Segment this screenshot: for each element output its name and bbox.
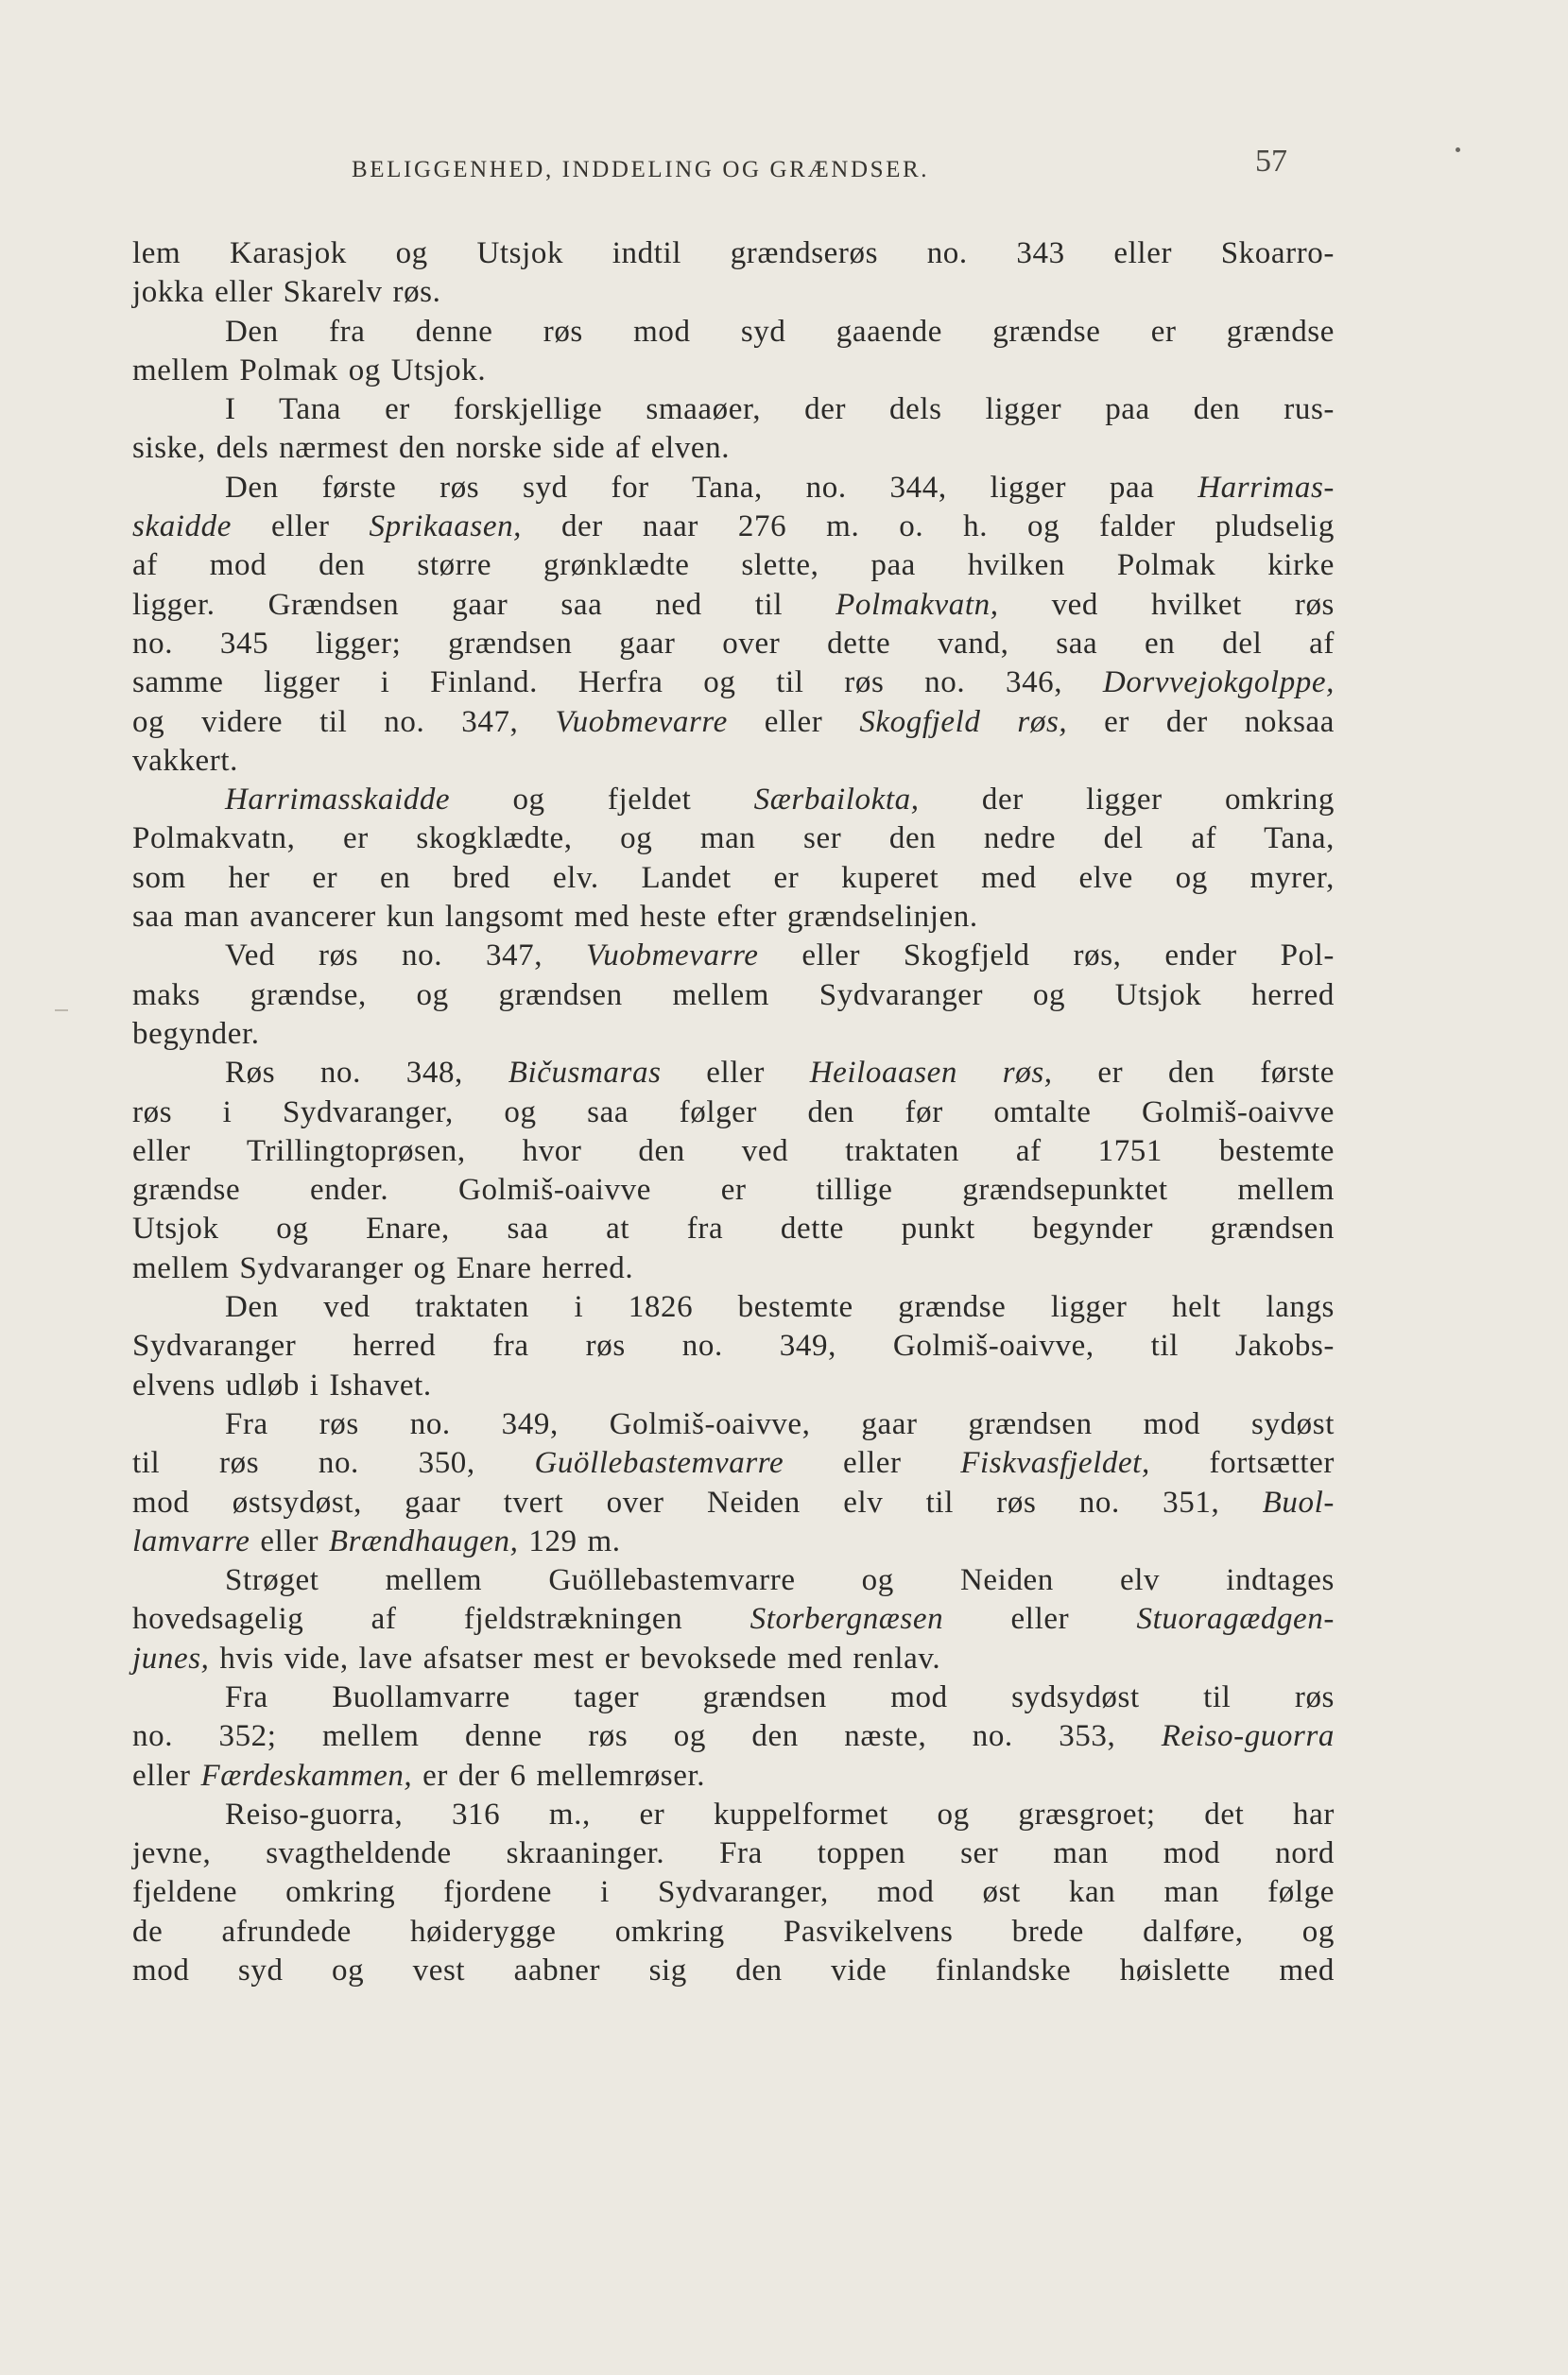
text-line xyxy=(132,586,1335,625)
text-segment: eller xyxy=(250,1523,329,1558)
running-head: BELIGGENHED, INDDELING OG GRÆNDSER. xyxy=(352,157,930,182)
text-segment: lem Karasjok og Utsjok indtil grændserøs no. 343 eller Skoarro- xyxy=(132,236,1335,270)
text-segment: ved hvilket røs xyxy=(998,587,1335,622)
italic-place-name: junes, xyxy=(132,1641,210,1676)
text-segment: siske, dels nærmest den norske side af elven. xyxy=(132,431,731,466)
italic-place-name: Heiloaasen røs, xyxy=(809,1056,1053,1091)
italic-place-name: Brændhaugen, xyxy=(328,1523,519,1558)
text-line xyxy=(132,1561,1335,1600)
text-segment: hovedsagelig af fjeldstrækningen xyxy=(132,1602,750,1637)
text-segment: no. 345 ligger; grændsen gaar over dette vand, saa en del af xyxy=(132,626,1335,661)
text-line xyxy=(132,1952,1335,1990)
text-segment: I Tana er forskjellige smaaøer, der dels ligger paa den rus- xyxy=(225,392,1335,427)
text-line xyxy=(132,781,1335,819)
text-segment: Den første røs syd for Tana, no. 344, ligger paa xyxy=(225,470,1198,505)
italic-place-name: Særbailokta, xyxy=(753,783,920,817)
text-segment: der ligger omkring xyxy=(919,783,1335,817)
text-segment: eller xyxy=(661,1056,810,1091)
text-line xyxy=(132,859,1335,898)
text-segment: Ved røs no. 347, xyxy=(225,938,586,973)
italic-place-name: Harrimasskaidde xyxy=(225,783,451,817)
italic-place-name: skaidde xyxy=(132,509,233,544)
text-segment: Røs no. 348, xyxy=(225,1056,508,1091)
page-number: 57 xyxy=(1255,144,1287,179)
text-segment: 129 m. xyxy=(518,1523,621,1558)
italic-place-name: Guöllebastemvarre xyxy=(534,1446,784,1481)
text-segment: eller xyxy=(784,1446,961,1481)
text-line xyxy=(132,1288,1335,1327)
text-segment: eller xyxy=(727,704,860,739)
italic-place-name: Buol- xyxy=(1262,1485,1335,1520)
text-segment: hvis vide, lave afsatser mest er bevoksede med renlav. xyxy=(209,1641,941,1676)
text-line xyxy=(132,819,1335,858)
text-segment: elvens udløb i Ishavet. xyxy=(132,1368,432,1403)
text-line xyxy=(132,663,1335,702)
text-line xyxy=(132,352,1335,390)
text-line xyxy=(132,1015,1335,1054)
text-line xyxy=(132,234,1335,273)
text-line xyxy=(132,1640,1335,1678)
italic-place-name: Stuoragædgen- xyxy=(1136,1602,1335,1637)
text-segment: Den fra denne røs mod syd gaaende grændse er grændse xyxy=(225,314,1335,349)
text-segment: fortsætter xyxy=(1149,1446,1335,1481)
text-line xyxy=(132,937,1335,975)
italic-place-name: Færdeskammen, xyxy=(200,1758,413,1793)
text-segment: jokka eller Skarelv røs. xyxy=(132,275,441,310)
text-segment: maks grændse, og grændsen mellem Sydvaranger og Utsjok herred xyxy=(132,977,1335,1012)
text-line xyxy=(132,508,1335,546)
text-line xyxy=(132,1093,1335,1132)
italic-place-name: Reiso-guorra xyxy=(1161,1719,1335,1754)
italic-place-name: Dorvvejokgolppe, xyxy=(1102,665,1335,700)
text-segment: mellem Polmak og Utsjok. xyxy=(132,353,487,387)
text-line xyxy=(132,1210,1335,1248)
text-line xyxy=(132,390,1335,429)
text-line xyxy=(132,1796,1335,1834)
italic-place-name: Harrimas- xyxy=(1198,470,1335,505)
text-segment: Reiso-guorra, 316 m., er kuppelformet og græsgroet; det har xyxy=(225,1797,1335,1832)
text-segment: Fra røs no. 349, Golmiš-oaivve, gaar grændsen mod sydøst xyxy=(225,1406,1335,1441)
text-line xyxy=(132,625,1335,663)
text-segment: Polmakvatn, er skogklædte, og man ser den nedre del af Tana, xyxy=(132,821,1335,856)
text-line xyxy=(132,1600,1335,1639)
italic-place-name: Vuobmevarre xyxy=(586,938,759,973)
text-segment: no. 352; mellem denne røs og den næste, no. 353, xyxy=(132,1719,1162,1754)
text-segment: eller xyxy=(132,1758,201,1793)
text-segment: de afrundede høiderygge omkring Pasvikelvens brede dalføre, og xyxy=(132,1914,1335,1949)
text-segment: af mod den større grønklædte slette, paa hvilken Polmak kirke xyxy=(132,548,1335,583)
text-line xyxy=(132,1834,1335,1873)
text-line xyxy=(132,1678,1335,1717)
text-line xyxy=(132,976,1335,1015)
text-segment: jevne, svagtheldende skraaninger. Fra toppen ser man mod nord xyxy=(132,1836,1335,1871)
italic-place-name: Storbergnæsen xyxy=(750,1602,944,1637)
text-segment: til røs no. 350, xyxy=(132,1446,535,1481)
text-segment: saa man avancerer kun langsomt med heste efter grændselinjen. xyxy=(132,900,978,935)
text-line xyxy=(132,429,1335,468)
text-segment: Den ved traktaten i 1826 bestemte grændse ligger helt langs xyxy=(225,1290,1335,1325)
text-segment: fjeldene omkring fjordene i Sydvaranger, mod øst kan man følge xyxy=(132,1875,1335,1910)
text-segment: eller Skogfjeld røs, ender Pol- xyxy=(758,938,1335,973)
text-segment: Utsjok og Enare, saa at fra dette punkt begynder grændsen xyxy=(132,1212,1335,1247)
text-segment: grændse ender. Golmiš-oaivve er tillige grændsepunktet mellem xyxy=(132,1173,1335,1208)
text-line xyxy=(132,1444,1335,1483)
text-line xyxy=(132,1327,1335,1366)
text-segment: og fjeldet xyxy=(450,783,754,817)
text-line xyxy=(132,1171,1335,1210)
text-segment: eller xyxy=(232,509,370,544)
text-segment: eller Trillingtoprøsen, hvor den ved traktaten af 1751 bestemte xyxy=(132,1133,1335,1168)
italic-place-name: Skogfjeld røs, xyxy=(859,704,1068,739)
body-text xyxy=(132,234,1335,1990)
text-segment: er der noksaa xyxy=(1067,704,1335,739)
text-line xyxy=(132,1054,1335,1093)
text-line xyxy=(132,1405,1335,1444)
text-line xyxy=(132,1873,1335,1912)
text-line xyxy=(132,1249,1335,1288)
text-line xyxy=(132,313,1335,352)
text-line xyxy=(132,1367,1335,1405)
text-segment: vakkert. xyxy=(132,743,239,778)
italic-place-name: Sprikaasen, xyxy=(369,509,523,544)
text-line xyxy=(132,1484,1335,1523)
text-segment: ligger. Grændsen gaar saa ned til xyxy=(132,587,836,622)
text-line xyxy=(132,546,1335,585)
text-line xyxy=(132,898,1335,937)
text-line xyxy=(132,1132,1335,1171)
text-segment: er der 6 mellemrøser. xyxy=(412,1758,706,1793)
text-line xyxy=(132,703,1335,742)
text-segment: og videre til no. 347, xyxy=(132,704,556,739)
text-line xyxy=(132,273,1335,312)
text-segment: Sydvaranger herred fra røs no. 349, Golmiš-oaivve, til Jakobs- xyxy=(132,1329,1335,1364)
text-segment: samme ligger i Finland. Herfra og til røs no. 346, xyxy=(132,665,1103,700)
text-line xyxy=(132,742,1335,781)
text-line xyxy=(132,469,1335,508)
text-segment: der naar 276 m. o. h. og falder pludselig xyxy=(522,509,1335,544)
text-segment: som her er en bred elv. Landet er kuperet med elve og myrer, xyxy=(132,860,1335,895)
text-segment: mellem Sydvaranger og Enare herred. xyxy=(132,1250,634,1285)
text-line xyxy=(132,1717,1335,1756)
italic-place-name: Polmakvatn, xyxy=(836,587,999,622)
text-segment: røs i Sydvaranger, og saa følger den før omtalte Golmiš-oaivve xyxy=(132,1094,1335,1129)
italic-place-name: Fiskvasfjeldet, xyxy=(960,1446,1150,1481)
text-line xyxy=(132,1913,1335,1952)
text-line xyxy=(132,1523,1335,1561)
text-segment: eller xyxy=(943,1602,1137,1637)
text-segment: mod østsydøst, gaar tvert over Neiden elv til røs no. 351, xyxy=(132,1485,1263,1520)
text-segment: begynder. xyxy=(132,1016,260,1051)
italic-place-name: Bičusmaras xyxy=(508,1056,662,1091)
text-segment: Strøget mellem Guöllebastemvarre og Neiden elv indtages xyxy=(225,1563,1335,1598)
text-segment: er den første xyxy=(1052,1056,1335,1091)
text-line xyxy=(132,1757,1335,1796)
italic-place-name: lamvarre xyxy=(132,1523,250,1558)
text-segment: mod syd og vest aabner sig den vide finlandske høislette med xyxy=(132,1953,1335,1988)
margin-mark xyxy=(55,1009,68,1011)
print-speck xyxy=(1456,147,1460,152)
text-segment: Fra Buollamvarre tager grændsen mod sydsydøst til røs xyxy=(225,1679,1335,1714)
italic-place-name: Vuobmevarre xyxy=(555,704,728,739)
